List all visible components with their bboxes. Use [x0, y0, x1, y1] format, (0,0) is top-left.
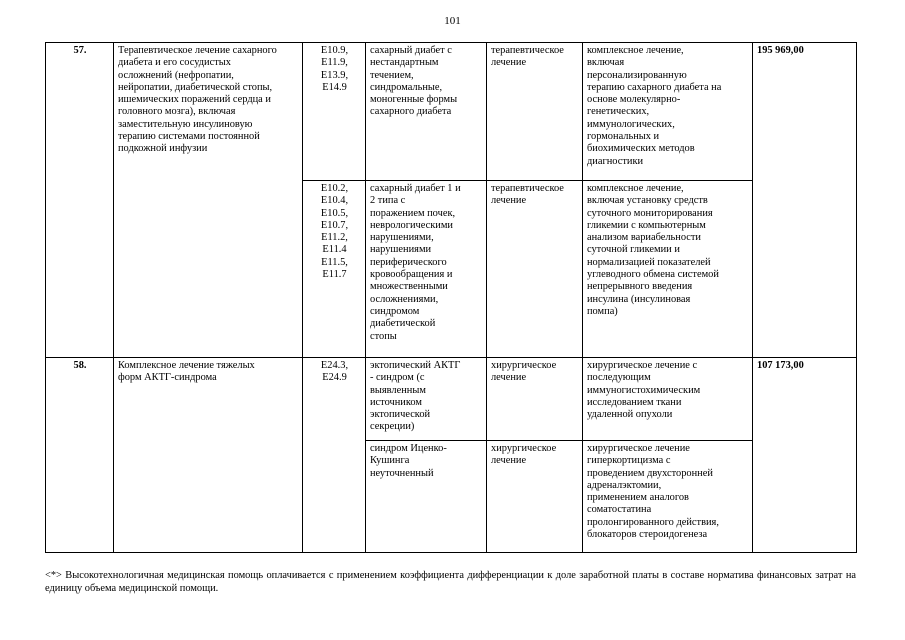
- icd-codes: E24.3, E24.9: [303, 358, 366, 553]
- patient-model: сахарный диабет 1 и 2 типа с поражением почек, неврологическими нарушениями, нарушениями периферического кровообращения и множественными осложнениями, синдромом диабетической стопы: [366, 181, 487, 358]
- patient-model: синдром Иценко- Кушинга неуточненный: [366, 441, 487, 553]
- table-row: [46, 358, 857, 441]
- page-number: 101: [444, 15, 461, 27]
- treatment-method: хирургическое лечение с последующим иммуногистохимическим исследованием ткани удаленной опухоли: [583, 358, 753, 441]
- row-number: 57.: [46, 43, 114, 358]
- treatment-type: терапевтическое лечение: [487, 43, 583, 181]
- patient-model: эктопический АКТГ - синдром (с выявленным источником эктопической секреции): [366, 358, 487, 441]
- treatment-type: хирургическое лечение: [487, 358, 583, 441]
- icd-codes: E10.9, E11.9, E13.9, E14.9: [303, 43, 366, 181]
- row-number: 58.: [46, 358, 114, 553]
- treatment-name: Терапевтическое лечение сахарного диабета и его сосудистых осложнений (нефропатии, нейропатии, диабетической стопы, ишемических поражений сердца и головного мозга), включая заместительную инсулиновую терапию системами постоянной подкожной инфузии: [114, 43, 303, 358]
- footnote: <*> Высокотехнологичная медицинская помощь оплачивается с применением коэффициента дифференциации к доле заработной платы в составе норматива финансовых затрат на единицу объема медицинской помощи.: [45, 570, 856, 594]
- treatment-method: комплексное лечение, включая установку средств суточного мониторирования гликемии с компьютерным анализом вариабельности суточной гликемии и нормализацией показателей углеводного обмена системой непрерывного введения инсулина (инсулиновая помпа): [583, 181, 753, 358]
- treatment-method: комплексное лечение, включая персонализированную терапию сахарного диабета на основе молекулярно- генетических, иммунологических, гормональных и биохимических методов диагностики: [583, 43, 753, 181]
- treatment-type: терапевтическое лечение: [487, 181, 583, 358]
- icd-codes: E10.2, E10.4, E10.5, E10.7, E11.2, E11.4 E11.5, E11.7: [303, 181, 366, 358]
- price: 107 173,00: [753, 358, 857, 553]
- table-row: [46, 43, 857, 181]
- treatment-type: хирургическое лечение: [487, 441, 583, 553]
- vmp-table: [45, 42, 857, 553]
- price: 195 969,00: [753, 43, 857, 358]
- treatment-method: хирургическое лечение гиперкортицизма с проведением двухсторонней адреналэктомии, применением аналогов соматостатина пролонгированного действия, блокаторов стероидогенеза: [583, 441, 753, 553]
- patient-model: сахарный диабет с нестандартным течением, синдромальные, моногенные формы сахарного диабета: [366, 43, 487, 181]
- treatment-name: Комплексное лечение тяжелых форм АКТГ-синдрома: [114, 358, 303, 553]
